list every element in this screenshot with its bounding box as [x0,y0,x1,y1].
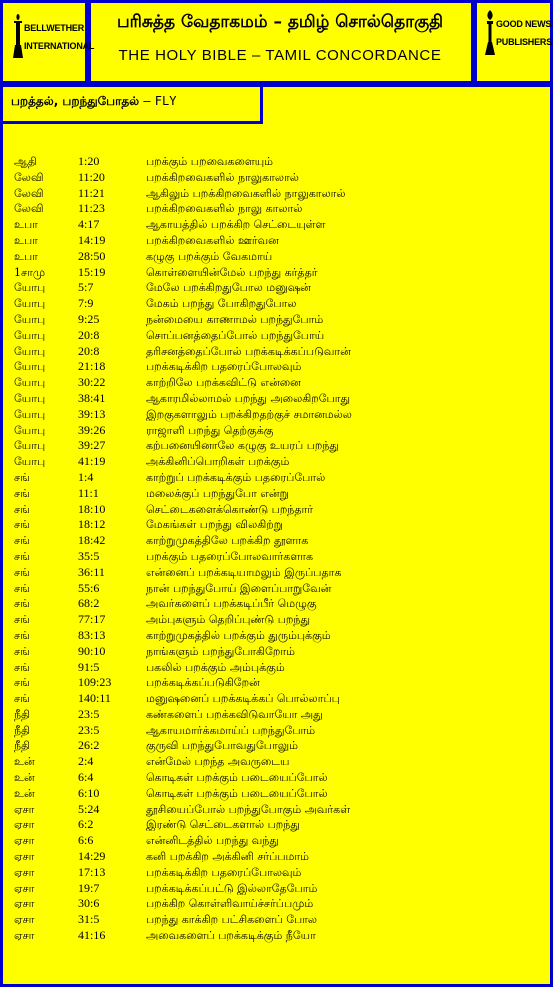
verse-excerpt: காற்றுப் பறக்கடிக்கும் பதரைப்போல் [146,470,326,484]
concordance-row [14,691,544,707]
verse-reference: 11:20 [78,169,105,184]
verse-reference: 2:4 [78,754,94,769]
publisher-left-line1: BELLWETHER [24,23,84,33]
concordance-row [14,644,544,660]
concordance-row [14,470,544,486]
book-abbrev: யோபு [14,376,46,390]
verse-excerpt: பறக்கும் பதரைப்போலவார்களாக [146,549,314,563]
verse-reference: 41:16 [78,928,106,943]
verse-excerpt: குருவி பறந்துபோவதுபோலும் [146,739,298,753]
verse-reference: 68:2 [78,596,100,611]
verse-reference: 36:11 [78,564,105,579]
concordance-row [14,833,544,849]
book-abbrev: ஏசா [14,802,35,816]
book-abbrev: உன் [14,786,35,800]
verse-reference: 23:5 [78,706,100,721]
book-abbrev: லேவி [14,202,44,216]
word-dash: – [143,94,151,108]
verse-reference: 5:24 [78,801,100,816]
verse-reference: 30:6 [78,896,100,911]
book-abbrev: சங் [14,549,30,563]
verse-reference: 39:27 [78,438,106,453]
concordance-row [14,423,544,439]
verse-reference: 9:25 [78,311,100,326]
verse-excerpt: கொடிகள் பறக்கும் படையைப்போல் [146,786,328,800]
verse-reference: 17:13 [78,864,106,879]
verse-reference: 6:4 [78,770,94,785]
book-abbrev: சங் [14,581,30,595]
verse-excerpt: செட்டைகளைக்கொண்டு பறந்தார் [146,502,314,516]
book-abbrev: நீதி [14,723,31,737]
verse-excerpt: ராஜாளி பறந்து தெற்குக்கு [146,423,274,437]
title-tamil: பரிசுத்த வேதாகமம் – தமிழ் சொல்தொகுதி [116,12,444,32]
verse-excerpt: அவைகளைப் பறக்கடிக்கும் நீயோ [146,929,316,943]
verse-reference: 14:29 [78,849,106,864]
concordance-row [14,707,544,723]
verse-reference: 31:5 [78,912,100,927]
torch-icon [484,10,496,56]
verse-excerpt: தரிசனத்தைப்போல் பறக்கடிக்கப்படுவான் [146,344,351,358]
book-abbrev: 1சாமு [14,265,46,279]
verse-excerpt: கண்களைப் பறக்கவிடுவாயோ அது [146,707,323,721]
verse-reference: 83:13 [78,627,106,642]
verse-excerpt: என்மேல் பறந்த அவருடைய [146,755,290,769]
word-heading [11,94,176,110]
book-abbrev: யோபு [14,281,46,295]
concordance-row [14,154,544,170]
book-abbrev: சங் [14,534,30,548]
verse-excerpt: பறக்கடிக்கிற பதரைப்போலவும் [146,360,302,374]
book-abbrev: சங் [14,565,30,579]
concordance-row [14,502,544,518]
concordance-row [14,928,544,944]
verse-excerpt: பறக்கிறவைகளில் ஊர்வன [146,233,279,247]
concordance-row [14,375,544,391]
book-abbrev: சங் [14,518,30,532]
verse-excerpt: பறக்கிறவைகளில் நாலு காலால் [146,202,303,216]
concordance-row [14,312,544,328]
concordance-row [14,802,544,818]
verse-reference: 23:5 [78,722,100,737]
book-abbrev: சங் [14,502,30,516]
verse-reference: 18:42 [78,533,106,548]
book-abbrev: சங் [14,628,30,642]
verse-reference: 39:13 [78,406,106,421]
word-english: FLY [154,94,177,108]
verse-excerpt: என்னிடத்தில் பறந்து வந்து [146,834,279,848]
concordance-list [14,154,544,944]
concordance-row [14,233,544,249]
book-abbrev: சங் [14,644,30,658]
concordance-row [14,786,544,802]
verse-reference: 18:10 [78,501,106,516]
verse-excerpt: மேகங்கள் பறந்து விலகிற்று [146,518,283,532]
concordance-row [14,849,544,865]
concordance-row [14,391,544,407]
verse-excerpt: கனி பறக்கிற அக்கினி சர்ப்பமாம் [146,850,309,864]
publisher-right-line2: PUBLISHERS [496,37,553,47]
verse-excerpt: பறக்கிற கொள்ளிவாய்ச்சர்ப்பமும் [146,897,314,911]
verse-reference: 91:5 [78,659,100,674]
concordance-row [14,296,544,312]
verse-reference: 55:6 [78,580,100,595]
verse-reference: 140:11 [78,691,111,706]
verse-excerpt: மேலே பறக்கிறதுபோல மனுஷன் [146,281,311,295]
concordance-row [14,628,544,644]
verse-reference: 11:21 [78,185,105,200]
verse-reference: 77:17 [78,612,106,627]
verse-reference: 14:19 [78,232,106,247]
verse-excerpt: நன்மையை காணாமல் பறந்துபோம் [146,312,324,326]
book-abbrev: ஏசா [14,897,35,911]
verse-excerpt: கழுகு பறக்கும் வேகமாய் [146,249,273,263]
verse-reference: 1:4 [78,469,94,484]
concordance-row [14,533,544,549]
book-abbrev: ஏசா [14,850,35,864]
verse-excerpt: ஆகிலும் பறக்கிறவைகளில் நாலுகாலால் [146,186,346,200]
concordance-row [14,201,544,217]
verse-reference: 4:17 [78,217,100,232]
verse-excerpt: இரண்டு செட்டைகளால் பறந்து [146,818,300,832]
concordance-row [14,581,544,597]
verse-reference: 6:2 [78,817,94,832]
concordance-row [14,407,544,423]
book-abbrev: சங் [14,676,30,690]
verse-excerpt: ஆகாயமார்க்கமாய்ப் பறந்துபோம் [146,723,316,737]
verse-reference: 20:8 [78,327,100,342]
book-abbrev: யோபு [14,344,46,358]
verse-reference: 35:5 [78,548,100,563]
lamp-icon [12,14,24,60]
verse-excerpt: கொடிகள் பறக்கும் படையைப்போல் [146,771,328,785]
concordance-row [14,612,544,628]
verse-excerpt: தூசியைப்போல் பறந்துபோகும் அவர்கள் [146,802,351,816]
book-abbrev: ஏசா [14,818,35,832]
verse-reference: 11:1 [78,485,99,500]
verse-excerpt: அக்கினிப்பொறிகள் பறக்கும் [146,455,290,469]
verse-excerpt: கொள்ளையின்மேல் பறந்து கர்த்தர் [146,265,318,279]
book-abbrev: சங் [14,660,30,674]
concordance-row [14,359,544,375]
verse-reference: 5:7 [78,280,94,295]
concordance-row [14,912,544,928]
verse-reference: 109:23 [78,675,112,690]
publisher-left-line2: INTERNATIONAL [24,41,95,51]
verse-excerpt: நான் பறந்துபோய் இளைப்பாறுவேன் [146,581,332,595]
verse-excerpt: மனுஷனைப் பறக்கடிக்கப் பொல்லாப்பு [146,692,340,706]
book-abbrev: யோபு [14,328,46,342]
concordance-row [14,344,544,360]
verse-excerpt: மலைக்குப் பறந்துபோ என்று [146,486,289,500]
verse-excerpt: பகலில் பறக்கும் அம்புக்கும் [146,660,285,674]
book-abbrev: யோபு [14,391,46,405]
verse-excerpt: பறக்கிறவைகளில் நாலுகாலால் [146,170,299,184]
book-abbrev: ஏசா [14,929,35,943]
concordance-row [14,549,544,565]
concordance-row [14,865,544,881]
verse-reference: 39:26 [78,422,106,437]
book-abbrev: யோபு [14,297,46,311]
verse-reference: 21:18 [78,359,106,374]
verse-excerpt: அம்புகளும் தெறிப்புண்டு பறந்து [146,613,310,627]
book-abbrev: யோபு [14,423,46,437]
book-abbrev: உபா [14,249,38,263]
verse-excerpt: பறக்கடிக்கப்பட்டு இல்லாதேபோம் [146,881,318,895]
verse-excerpt: அவர்களைப் பறக்கடிப்பீர் மெழுகு [146,597,317,611]
book-abbrev: உபா [14,233,38,247]
concordance-row [14,217,544,233]
concordance-row [14,280,544,296]
verse-excerpt: சொப்பனத்தைப்போல் பறந்துபோய் [146,328,325,342]
concordance-row [14,565,544,581]
verse-reference: 7:9 [78,296,94,311]
verse-excerpt: பறக்கடிக்கப்படுகிறேன் [146,676,260,690]
book-abbrev: லேவி [14,186,44,200]
verse-reference: 11:23 [78,201,105,216]
concordance-row [14,438,544,454]
title-english: THE HOLY BIBLE – TAMIL CONCORDANCE [118,47,442,64]
verse-reference: 30:22 [78,375,106,390]
verse-excerpt: பறக்கும் பறவைகளையும் [146,155,274,168]
verse-reference: 38:41 [78,390,106,405]
concordance-row [14,754,544,770]
book-abbrev: ஏசா [14,881,35,895]
verse-excerpt: காற்றுமுகத்திலே பறக்கிற தூளாக [146,534,309,548]
book-abbrev: ஏசா [14,865,35,879]
verse-reference: 20:8 [78,343,100,358]
concordance-row [14,249,544,265]
book-abbrev: சங் [14,613,30,627]
concordance-row [14,265,544,281]
concordance-row [14,596,544,612]
concordance-row [14,328,544,344]
book-abbrev: சங் [14,597,30,611]
verse-excerpt: பறக்கடிக்கிற பதரைப்போலவும் [146,865,302,879]
book-abbrev: உபா [14,218,38,232]
concordance-row [14,896,544,912]
concordance-row [14,817,544,833]
concordance-row [14,675,544,691]
book-abbrev: யோபு [14,312,46,326]
verse-reference: 90:10 [78,643,106,658]
verse-excerpt: என்னைப் பறக்கடியாமலும் இருப்பதாக [146,565,342,579]
book-abbrev: ஆதி [14,155,37,168]
concordance-row [14,881,544,897]
verse-excerpt: ஆகாரமில்லாமல் பறந்து அலைகிறபோது [146,391,351,405]
concordance-row [14,723,544,739]
book-abbrev: யோபு [14,455,46,469]
verse-reference: 19:7 [78,880,100,895]
concordance-row [14,770,544,786]
verse-reference: 26:2 [78,738,100,753]
verse-reference: 1:20 [78,154,100,168]
verse-excerpt: பறந்து காக்கிற பட்சிகளைப் போல [146,913,318,927]
book-abbrev: யோபு [14,407,46,421]
book-abbrev: ஏசா [14,834,35,848]
verse-reference: 15:19 [78,264,106,279]
book-abbrev: நீதி [14,739,31,753]
book-abbrev: சங் [14,692,30,706]
publisher-right-line1: GOOD NEWS [496,19,552,29]
verse-excerpt: இறகுகளாலும் பறக்கிறதற்குச் சமானமல்ல [146,407,352,421]
goodnews-logo [484,10,552,56]
concordance-row [14,454,544,470]
verse-reference: 28:50 [78,248,106,263]
verse-reference: 6:6 [78,833,94,848]
book-abbrev: நீதி [14,707,31,721]
concordance-row [14,517,544,533]
bellwether-logo [12,14,94,60]
book-abbrev: யோபு [14,360,46,374]
verse-reference: 41:19 [78,454,106,469]
book-abbrev: லேவி [14,170,44,184]
word-tamil: பறத்தல், பறந்துபோதல் [11,94,140,108]
concordance-row [14,486,544,502]
verse-excerpt: மேகம் பறந்து போகிறதுபோல [146,297,297,311]
book-abbrev: ஏசா [14,913,35,927]
book-abbrev: உன் [14,755,35,769]
concordance-row [14,186,544,202]
verse-excerpt: காற்றுமுகத்தில் பறக்கும் துரும்புக்கும் [146,628,331,642]
concordance-row [14,738,544,754]
concordance-row [14,660,544,676]
verse-reference: 6:10 [78,785,100,800]
verse-excerpt: நாங்களும் பறந்துபோகிறோம் [146,644,295,658]
book-abbrev: உன் [14,771,35,785]
concordance-row [14,170,544,186]
verse-reference: 18:12 [78,517,106,532]
book-abbrev: யோபு [14,439,46,453]
verse-excerpt: ஆகாயத்தில் பறக்கிற செட்டையுள்ள [146,218,326,232]
book-abbrev: சங் [14,486,30,500]
verse-excerpt: காற்றிலே பறக்கவிட்டு என்னை [146,376,301,390]
verse-excerpt: கற்பனையினாலே கழுகு உயரப் பறந்து [146,439,339,453]
book-abbrev: சங் [14,470,30,484]
